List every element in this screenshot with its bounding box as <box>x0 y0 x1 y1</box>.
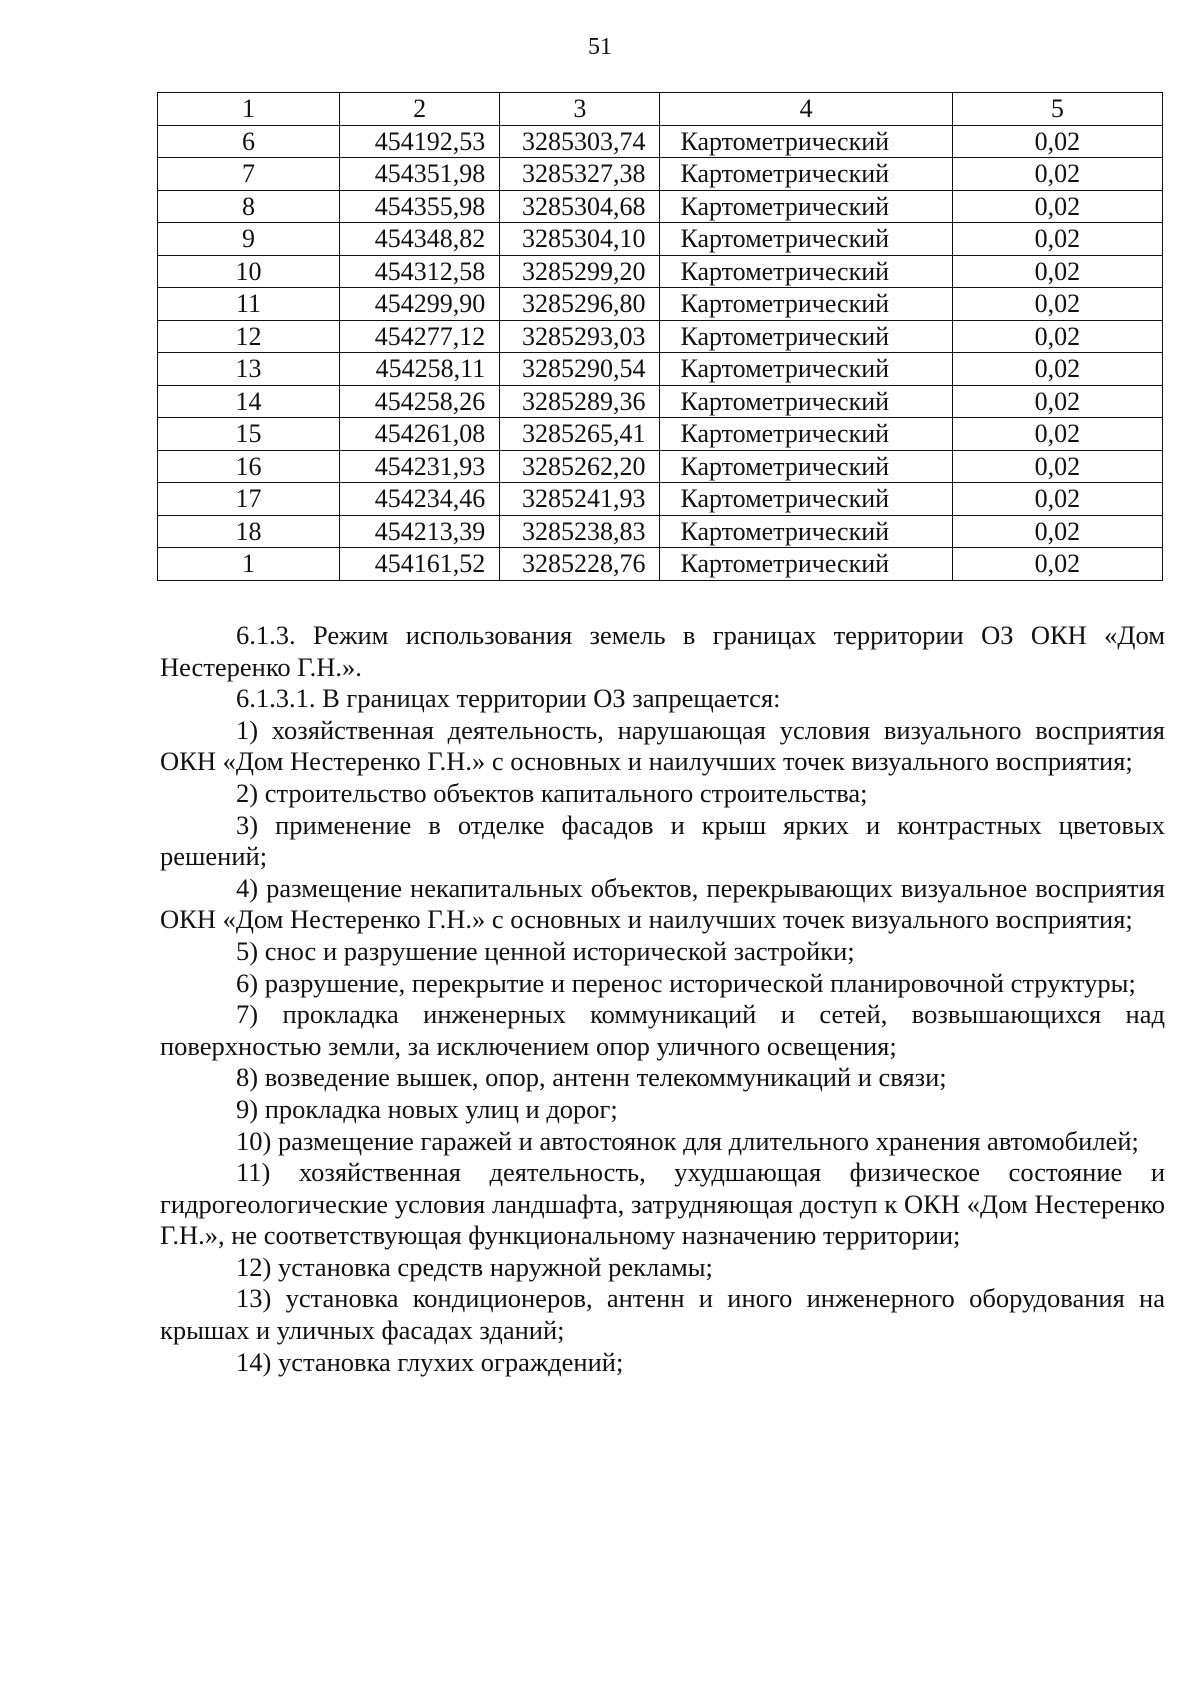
list-item: 4) размещение некапитальных объектов, перекрывающих визуальное восприятия ОКН «Дом Нестеренко Г.Н.» с основных и наилучших точек визуального восприятия; <box>160 872 1165 935</box>
accuracy-cell: 0,02 <box>952 418 1162 451</box>
point-number-cell: 9 <box>158 223 340 256</box>
table-row <box>158 255 1163 288</box>
point-number-cell: 11 <box>158 288 340 321</box>
x-coordinate-cell: 454213,39 <box>339 515 499 548</box>
table-row <box>158 125 1163 158</box>
y-coordinate-cell: 3285289,36 <box>500 385 660 418</box>
column-header: 3 <box>500 93 660 126</box>
table-row <box>158 223 1163 256</box>
method-cell: Картометрический <box>660 223 952 256</box>
method-cell: Картометрический <box>660 190 952 223</box>
x-coordinate-cell: 454348,82 <box>339 223 499 256</box>
accuracy-cell: 0,02 <box>952 158 1162 191</box>
y-coordinate-cell: 3285304,68 <box>500 190 660 223</box>
list-item: 7) прокладка инженерных коммуникаций и сетей, возвышающихся над поверхностью земли, за исключением опор уличного освещения; <box>160 999 1165 1061</box>
accuracy-cell: 0,02 <box>952 190 1162 223</box>
x-coordinate-cell: 454234,46 <box>339 483 499 516</box>
point-number-cell: 14 <box>158 385 340 418</box>
method-cell: Картометрический <box>660 320 952 353</box>
table-row <box>158 353 1163 386</box>
table-header-row <box>158 93 1163 126</box>
method-cell: Картометрический <box>660 255 952 288</box>
point-number-cell: 10 <box>158 255 340 288</box>
point-number-cell: 8 <box>158 190 340 223</box>
method-cell: Картометрический <box>660 515 952 548</box>
column-header: 5 <box>952 93 1162 126</box>
y-coordinate-cell: 3285238,83 <box>500 515 660 548</box>
x-coordinate-cell: 454161,52 <box>339 548 499 581</box>
x-coordinate-cell: 454312,58 <box>339 255 499 288</box>
method-cell: Картометрический <box>660 353 952 386</box>
x-coordinate-cell: 454192,53 <box>339 125 499 158</box>
body-text <box>160 620 1165 1378</box>
accuracy-cell: 0,02 <box>952 320 1162 353</box>
list-item: 10) размещение гаражей и автостоянок для длительного хранения автомобилей; <box>236 1125 1139 1156</box>
table-row <box>158 515 1163 548</box>
point-number-cell: 18 <box>158 515 340 548</box>
y-coordinate-cell: 3285293,03 <box>500 320 660 353</box>
table-row <box>158 418 1163 451</box>
column-header: 4 <box>660 93 952 126</box>
x-coordinate-cell: 454277,12 <box>339 320 499 353</box>
accuracy-cell: 0,02 <box>952 450 1162 483</box>
x-coordinate-cell: 454299,90 <box>339 288 499 321</box>
section-heading: 6.1.3. Режим использования земель в границах территории ОЗ ОКН «Дом Нестеренко Г.Н.». <box>160 620 1165 682</box>
table-row <box>158 548 1163 581</box>
y-coordinate-cell: 3285299,20 <box>500 255 660 288</box>
point-number-cell: 16 <box>158 450 340 483</box>
point-number-cell: 15 <box>158 418 340 451</box>
method-cell: Картометрический <box>660 158 952 191</box>
list-item: 6) разрушение, перекрытие и перенос исторической планировочной структуры; <box>236 967 1136 998</box>
table-row <box>158 483 1163 516</box>
column-header: 2 <box>339 93 499 126</box>
subsection-heading: 6.1.3.1. В границах территории ОЗ запрещается: <box>236 683 781 714</box>
list-item: 12) установка средств наружной рекламы; <box>236 1251 713 1282</box>
y-coordinate-cell: 3285228,76 <box>500 548 660 581</box>
x-coordinate-cell: 454258,11 <box>339 353 499 386</box>
method-cell: Картометрический <box>660 418 952 451</box>
list-item: 14) установка глухих ограждений; <box>236 1346 624 1377</box>
table-row <box>158 158 1163 191</box>
y-coordinate-cell: 3285296,80 <box>500 288 660 321</box>
y-coordinate-cell: 3285290,54 <box>500 353 660 386</box>
x-coordinate-cell: 454351,98 <box>339 158 499 191</box>
y-coordinate-cell: 3285262,20 <box>500 450 660 483</box>
method-cell: Картометрический <box>660 483 952 516</box>
y-coordinate-cell: 3285265,41 <box>500 418 660 451</box>
list-item: 5) снос и разрушение ценной исторической застройки; <box>236 935 855 966</box>
table-row <box>158 288 1163 321</box>
x-coordinate-cell: 454261,08 <box>339 418 499 451</box>
page-number: 51 <box>588 34 612 60</box>
accuracy-cell: 0,02 <box>952 515 1162 548</box>
y-coordinate-cell: 3285327,38 <box>500 158 660 191</box>
point-number-cell: 17 <box>158 483 340 516</box>
x-coordinate-cell: 454231,93 <box>339 450 499 483</box>
list-item: 13) установка кондиционеров, антенн и иного инженерного оборудования на крышах и уличных фасадах зданий; <box>160 1283 1165 1346</box>
list-item: 1) хозяйственная деятельность, нарушающая условия визуального восприятия ОКН «Дом Нестеренко Г.Н.» с основных и наилучших точек визуального восприятия; <box>160 714 1165 777</box>
method-cell: Картометрический <box>660 548 952 581</box>
table-row <box>158 190 1163 223</box>
list-item: 2) строительство объектов капитального строительства; <box>236 777 868 808</box>
accuracy-cell: 0,02 <box>952 255 1162 288</box>
table-row <box>158 320 1163 353</box>
list-item: 11) хозяйственная деятельность, ухудшающая физическое состояние и гидрогеологические условия ландшафта, затрудняющая доступ к ОКН «Дом Нестеренко Г.Н.», не соответствующая функциональному назначению территории; <box>160 1157 1165 1251</box>
point-number-cell: 12 <box>158 320 340 353</box>
list-item: 3) применение в отделке фасадов и крыш ярких и контрастных цветовых решений; <box>160 809 1165 872</box>
y-coordinate-cell: 3285303,74 <box>500 125 660 158</box>
point-number-cell: 1 <box>158 548 340 581</box>
accuracy-cell: 0,02 <box>952 353 1162 386</box>
coordinates-table <box>157 92 1163 581</box>
accuracy-cell: 0,02 <box>952 548 1162 581</box>
method-cell: Картометрический <box>660 450 952 483</box>
y-coordinate-cell: 3285241,93 <box>500 483 660 516</box>
method-cell: Картометрический <box>660 125 952 158</box>
accuracy-cell: 0,02 <box>952 288 1162 321</box>
list-item: 8) возведение вышек, опор, антенн телекоммуникаций и связи; <box>236 1062 947 1093</box>
method-cell: Картометрический <box>660 385 952 418</box>
x-coordinate-cell: 454258,26 <box>339 385 499 418</box>
accuracy-cell: 0,02 <box>952 483 1162 516</box>
point-number-cell: 13 <box>158 353 340 386</box>
point-number-cell: 7 <box>158 158 340 191</box>
y-coordinate-cell: 3285304,10 <box>500 223 660 256</box>
table-row <box>158 385 1163 418</box>
accuracy-cell: 0,02 <box>952 385 1162 418</box>
method-cell: Картометрический <box>660 288 952 321</box>
accuracy-cell: 0,02 <box>952 223 1162 256</box>
table-row <box>158 450 1163 483</box>
list-item: 9) прокладка новых улиц и дорог; <box>236 1093 618 1124</box>
x-coordinate-cell: 454355,98 <box>339 190 499 223</box>
column-header: 1 <box>158 93 340 126</box>
accuracy-cell: 0,02 <box>952 125 1162 158</box>
point-number-cell: 6 <box>158 125 340 158</box>
